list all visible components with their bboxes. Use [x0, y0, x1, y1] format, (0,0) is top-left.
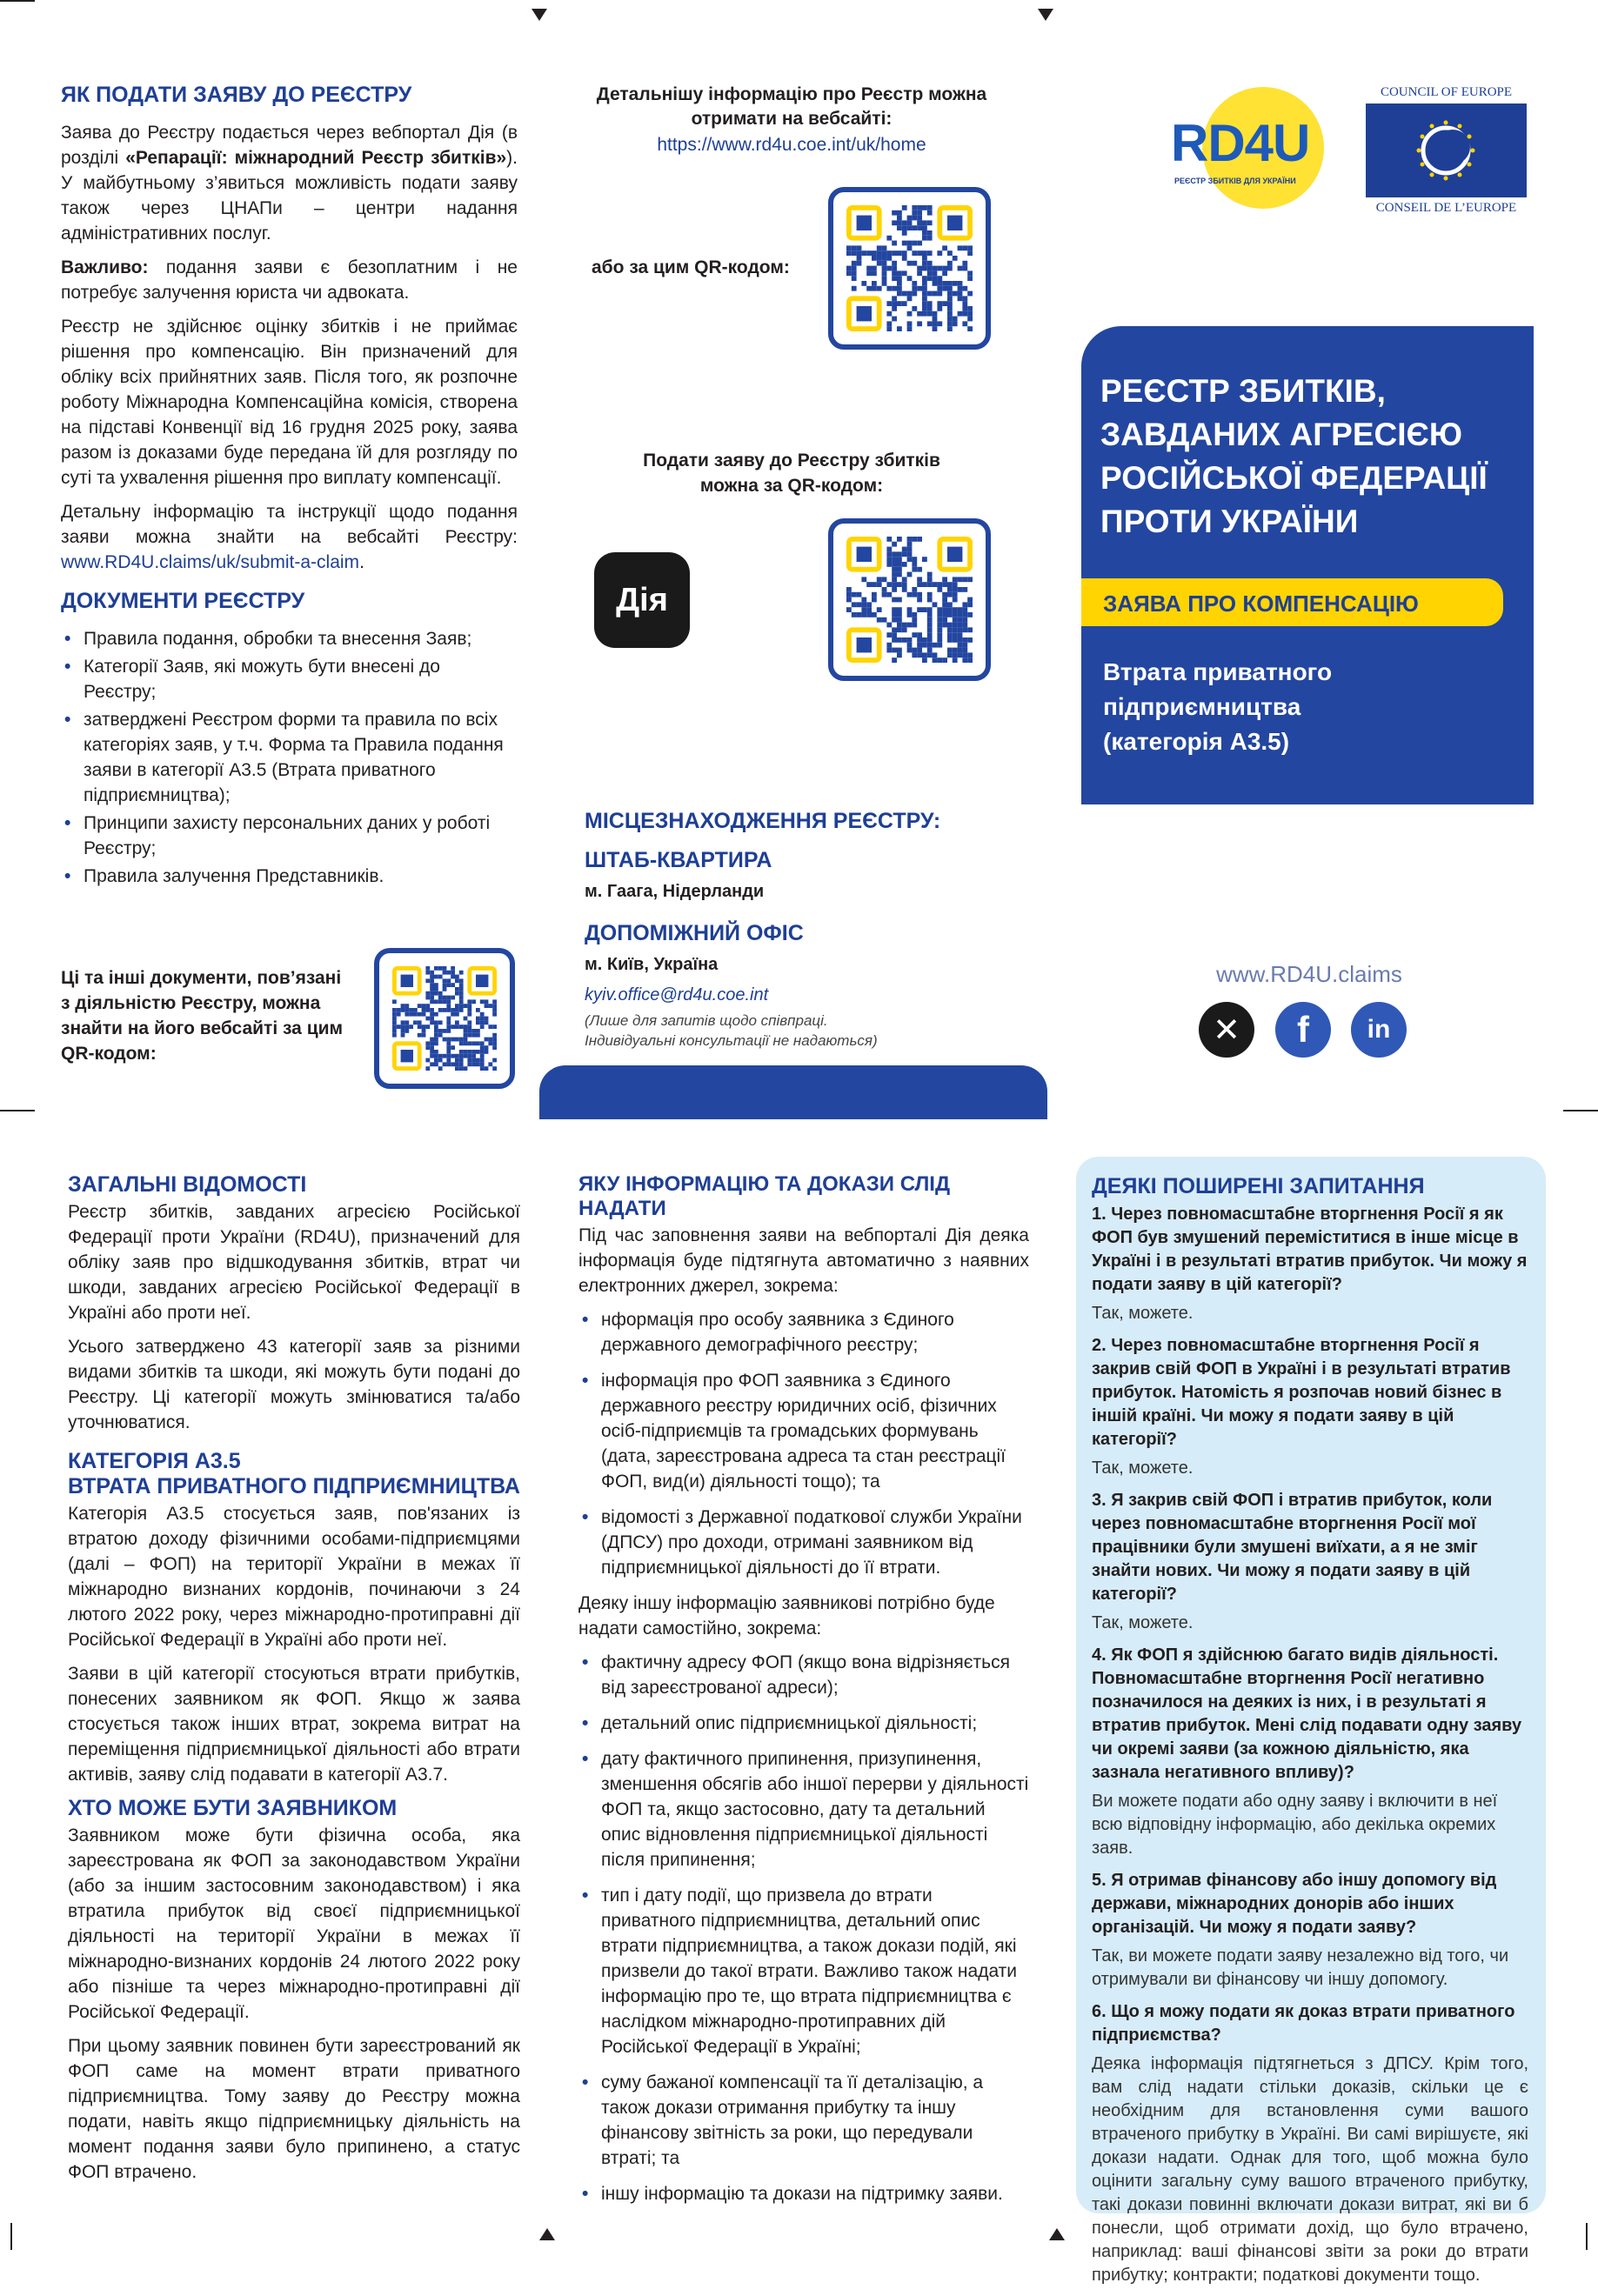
- text: .: [359, 552, 364, 572]
- qr-or-caption: або за цим QR-кодом:: [592, 257, 790, 277]
- paragraph: Заявником може бути фізична особа, яка зареєстрована як ФОП за законодавством України (або за іншим застосовним законодавством) і яка втратила прибуток від своєї підприємницької діяльності на території України в межах її міжнародно-визнаних кордонів 24 лютого 2022 року або пізніше та через міжнародно-протиправні дії Російської Федерації.: [68, 1825, 520, 2022]
- crop-mark: [1049, 2228, 1065, 2240]
- subtitle: Втрата приватного підприємництва (категорія А3.5): [1103, 658, 1333, 755]
- list-item: • дату фактичного припинення, призупинення, зменшення обсягів або іншої перерви у діяльності ФОП та, якщо застосовно, дату та детальний опис відновлення підприємницької діяльності після припинення;: [578, 1746, 1029, 1872]
- facebook-social-icon[interactable]: f: [1275, 1002, 1331, 1058]
- apply-qr-caption: Подати заяву до Реєстру збитків можна за QR-кодом:: [643, 451, 940, 496]
- faq-answer: Так, можете.: [1092, 1304, 1193, 1323]
- website-footer-link[interactable]: www.RD4U.claims: [1216, 961, 1402, 987]
- section-heading: ЯК ПОДАТИ ЗАЯВУ ДО РЕЄСТРУ: [61, 83, 412, 107]
- office-note: (Лише для запитів щодо співпраці. Індивідуальні консультації не надаються): [585, 1012, 878, 1049]
- docs-qr-caption: Ці та інші документи, пов’язані з діяльністю Реєстру, можна знайти на його вебсайті за цим QR-кодом:: [61, 968, 344, 1064]
- section-heading: ВТРАТА ПРИВАТНОГО ПІДПРИЄМНИЦТВА: [68, 1474, 520, 1498]
- crop-mark: [0, 1110, 35, 1111]
- general-info-section: [68, 1172, 520, 2193]
- list-item: • нформація про особу заявника з Єдиного державного демографічного реєстру;: [578, 1307, 1029, 1358]
- linkedin-social-icon[interactable]: in: [1351, 1002, 1407, 1058]
- faq-item: [1092, 1203, 1528, 1325]
- section-heading: ХТО МОЖЕ БУТИ ЗАЯВНИКОМ: [68, 1796, 398, 1820]
- coe-emblem-icon: [1366, 103, 1527, 197]
- paragraph: Заяви в цій категорії стосуються втрати прибутків, понесених заявником як ФОП. Якщо ж заява стосується також інших втрат, зокрема витрат на переміщення підприємницької діяльності або втрати активів, заяву слід подавати в категорії А3.7.: [68, 1664, 520, 1785]
- page-title: РЕЄСТР ЗБИТКІВ, ЗАВДАНИХ АГРЕСІЄЮ РОСІЙСЬКОЇ ФЕДЕРАЦІЇ ПРОТИ УКРАЇНИ: [1100, 373, 1488, 539]
- paragraph: Під час заповнення заяви на вебпорталі Дія деяка інформація буде підтягнута автоматично з наявних електронних джерел, зокрема:: [578, 1225, 1029, 1296]
- list-item: • фактичну адресу ФОП (якщо вона відрізняється від зареєстрованої адреси);: [578, 1650, 1029, 1700]
- list-item: • іншу інформацію та докази на підтримку заяви.: [578, 2181, 1029, 2206]
- list-item: • Правила залучення Представників.: [61, 864, 518, 889]
- crop-mark: [1586, 2223, 1588, 2250]
- faq-question: 3. Я закрив свій ФОП і втратив прибуток, коли через повномасштабне вторгнення Росії мої працівники були змушені виїхати, а я не зміг знайти нових. Чи можу я подати заяву в цій категорії?: [1092, 1491, 1493, 1604]
- claim-badge-label: ЗАЯВА ПРО КОМПЕНСАЦІЮ: [1103, 591, 1419, 617]
- faq-item: [1092, 2000, 1528, 2287]
- apply-section: [61, 83, 518, 891]
- crop-mark: [539, 2228, 555, 2240]
- text: Заява до Реєстру подається через вебпортал Дія (в розділі: [61, 123, 518, 168]
- crop-mark: [532, 9, 547, 21]
- faq-question: 5. Я отримав фінансову або іншу допомогу від держави, міжнародних донорів або інших організацій. Чи можу я подати заяву?: [1092, 1871, 1497, 1937]
- faq-question: 1. Через повномасштабне вторгнення Росії я як ФОП був змушений переміститися в інше місце в Україні і в результаті втратив прибуток. Чи можу я подати заяву в цій категорії?: [1092, 1205, 1528, 1294]
- faq-panel: [1076, 1157, 1546, 2285]
- list-item: • Принципи захисту персональних даних у роботі Реєстру;: [61, 811, 518, 861]
- paragraph: [61, 499, 518, 575]
- text: «Репарації: міжнародний Реєстр збитків»: [125, 148, 507, 168]
- section-heading: ЯКУ ІНФОРМАЦІЮ ТА ДОКАЗИ СЛІД НАДАТИ: [578, 1172, 951, 1220]
- crop-mark: [0, 0, 35, 2]
- faq-content: [1092, 1174, 1528, 2296]
- office-email-link[interactable]: kyiv.office@rd4u.coe.int: [585, 985, 769, 1004]
- list-item: • затверджені Реєстром форми та правила по всіх категоріях заяв, у т.ч. Форма та Правила подання заяви в категорії А3.5 (Втрата приватного підприємництва);: [61, 707, 518, 808]
- evidence-section: [578, 1172, 1029, 2217]
- submit-claim-link[interactable]: www.RD4U.claims/uk/submit-a-claim: [61, 552, 360, 572]
- faq-question: 2. Через повномасштабне вторгнення Росії я закрив свій ФОП в Україні і в результаті втратив прибуток. Натомість я розпочав новий бізнес в іншій країні. Чи можу я подати заяву в цій категорії?: [1092, 1336, 1511, 1449]
- diia-label: Дія: [616, 581, 668, 618]
- paragraph: При цьому заявник повинен бути зареєстрований як ФОП саме на момент втрати приватного підприємництва. Тому заяву до Реєстру можна подати, навіть якщо підприємницьку діяльність на момент подання заяви було припинено, а статус ФОП втрачено.: [68, 2036, 520, 2182]
- faq-answer: Деяка інформація підтягнеться з ДПСУ. Крім того, вам слід надати стільки доказів, скільки це є необхідним для встановлення суми вашого втраченого прибутку в Україні. Ви самі вирішуєте, які докази надати. Однак для того, щоб можна було оцінити загальну суму вашого втраченого прибутку, такі докази повинні включати докази витрат, які ви б понесли, щоб отримати дохід, що було втрачено, наприклад: ваші фінансові звіти за роки до втрати прибутку; контракти; податкові документи тощо.: [1092, 2054, 1528, 2285]
- qr-pattern: [846, 537, 973, 663]
- list-item: • Правила подання, обробки та внесення Заяв;: [61, 626, 518, 651]
- coe-flag-icon: [1366, 103, 1527, 197]
- manual-info-list: [578, 1650, 1029, 2206]
- hq-heading: ШТАБ-КВАРТИРА: [585, 848, 772, 872]
- list-item: • Категорії Заяв, які можуть бути внесені до Реєстру;: [61, 654, 518, 704]
- logo-text: RD4U: [1171, 114, 1310, 172]
- faq-heading: ДЕЯКІ ПОШИРЕНІ ЗАПИТАННЯ: [1092, 1174, 1425, 1198]
- faq-item: [1092, 1334, 1528, 1480]
- auto-info-list: [578, 1307, 1029, 1580]
- section-heading: ДОКУМЕНТИ РЕЄСТРУ: [61, 589, 305, 613]
- faq-question: 4. Як ФОП я здійснюю багато видів діяльності. Повномасштабне вторгнення Росії негативно позначилося на деяких із них, і в результаті я втратив прибуток. Мені слід подавати одну заяву чи окремі заяви (за кожною діяльністю, яка зазнала негативного впливу)?: [1092, 1645, 1522, 1782]
- section-heading: ЗАГАЛЬНІ ВІДОМОСТІ: [68, 1172, 307, 1197]
- paragraph: Категорія А3.5 стосується заяв, пов'язаних із втратою доходу фізичними особами-підприємцями (далі – ФОП) на території України в межах її міжнародно визнаних кордонів, починаючи з 24 лютого 2022 року, через міжнародно-протиправні дії Російської Федерації в Україні або проти неї.: [68, 1504, 520, 1650]
- faq-question: 6. Що я можу подати як доказ втрати приватного підприємства?: [1092, 2002, 1515, 2045]
- crop-mark: [1038, 9, 1053, 21]
- rd4u-logo: [1166, 87, 1353, 213]
- claim-badge: [1081, 578, 1503, 626]
- logo-subtext: РЕЄСТР ЗБИТКІВ ДЛЯ УКРАЇНИ: [1174, 177, 1296, 185]
- blue-footer-tab: [539, 1065, 1047, 1119]
- title-panel: [1081, 326, 1534, 804]
- diia-qr-code[interactable]: [828, 518, 991, 681]
- hq-city: м. Гаага, Нідерланди: [585, 882, 765, 901]
- important-label: Важливо:: [61, 257, 149, 277]
- faq-answer: Ви можете подати або одну заяву і включити в неї всю відповідну інформацію, або декілька окремих заяв.: [1092, 1792, 1498, 1858]
- list-item: • детальний опис підприємницької діяльності;: [578, 1711, 1029, 1736]
- council-of-europe-logo: [1366, 85, 1527, 220]
- list-item: • інформація про ФОП заявника з Єдиного державного реєстру юридичних осіб, фізичних осіб-підприємців та громадських формувань (дата, зареєстрована адреса та стан реєстрації ФОП, вид(и) діяльності тощо); та: [578, 1368, 1029, 1494]
- website-link[interactable]: https://www.rd4u.coe.int/uk/home: [657, 135, 926, 155]
- office-city: м. Київ, Україна: [585, 955, 719, 974]
- list-item: • відомості з Державної податкової служби України (ДПСУ) про доходи, отримані заявником від підприємницької діяльності до її втрати.: [578, 1505, 1029, 1580]
- faq-item: [1092, 1644, 1528, 1860]
- qr-pattern: [392, 966, 497, 1071]
- text: Детальну інформацію та інструкції щодо подання заяви можна знайти на вебсайті Реєстру:: [61, 502, 518, 547]
- apply-paragraph: [61, 120, 518, 246]
- crop-mark: [1563, 1110, 1598, 1111]
- faq-answer: Так, ви можете подати заяву незалежно від того, чи отримували ви фінансову чи іншу допомогу.: [1092, 1946, 1509, 1989]
- paragraph: Реєстр не здійснює оцінку збитків і не приймає рішення про компенсацію. Він призначений для обліку всіх прийнятних заяв. Після того, як розпочне роботу Міжнародна Компенсаційна комісія, створена на підставі Конвенції від 16 грудня 2025 року, заява разом із доказами буде передана їй для розгляду по суті та ухвалення рішення про виплату компенсації.: [61, 317, 518, 488]
- crop-mark: [10, 2223, 12, 2250]
- docs-qr-code[interactable]: [374, 948, 515, 1089]
- text: подання заяви є безоплатним і не потребує залучення юриста чи адвоката.: [61, 257, 518, 303]
- diia-app-icon[interactable]: [594, 552, 690, 648]
- faq-answer: Так, можете.: [1092, 1613, 1193, 1632]
- list-item: • тип і дату події, що призвела до втрати приватного підприємництва, детальний опис втрати підприємництва, а також докази подій, які призвели до такої втрати. Важливо також надати інформацію про те, що втрата підприємництва є наслідком міжнародно-протиправних дій Російської Федерації в Україні;: [578, 1883, 1029, 2059]
- faq-item: [1092, 1869, 1528, 1992]
- paragraph: Реєстр збитків, завданих агресією Російської Федерації проти України (RD4U), призначений для обліку заяв про відшкодування збитків, втрат чи шкоди, завданих агресією Російської Федерації в Україні або проти неї.: [68, 1202, 520, 1323]
- documents-list: [61, 626, 518, 889]
- office-heading: ДОПОМІЖНИЙ ОФІС: [585, 921, 804, 945]
- section-heading: КАТЕГОРІЯ А3.5: [68, 1449, 241, 1473]
- coe-bottom-text: CONSEIL DE L’EUROPE: [1375, 201, 1517, 215]
- qr-pattern: [846, 205, 973, 331]
- faq-answer: Так, можете.: [1092, 1458, 1193, 1478]
- website-qr-code[interactable]: [828, 187, 991, 350]
- coe-top-text: COUNCIL OF EUROPE: [1380, 85, 1513, 99]
- faq-item: [1092, 1489, 1528, 1635]
- location-heading: МІСЦЕЗНАХОДЖЕННЯ РЕЄСТРУ:: [585, 809, 941, 833]
- list-item: • суму бажаної компенсації та її деталізацію, а також докази отримання прибутку та іншу фінансову звітність за роки, що передували втраті; та: [578, 2070, 1029, 2171]
- location-section: [585, 809, 985, 1051]
- paragraph: Деяку іншу інформацію заявникові потрібно буде надати самостійно, зокрема:: [578, 1593, 995, 1639]
- paragraph: Усього затверджено 43 категорії заяв за різними видами збитків та шкоди, які можуть бути подані до Реєстру. Ці категорії можуть змінюватися та/або уточнюватися.: [68, 1337, 520, 1432]
- text: ). У майбутньому з’явиться можливість подати заяву також через ЦНАПи – центри надання адміністративних послуг.: [61, 148, 518, 244]
- info-caption: Детальнішу інформацію про Реєстр можна отримати на вебсайті:: [596, 84, 987, 129]
- x-social-icon[interactable]: ✕: [1199, 1002, 1254, 1058]
- important-paragraph: [61, 255, 518, 305]
